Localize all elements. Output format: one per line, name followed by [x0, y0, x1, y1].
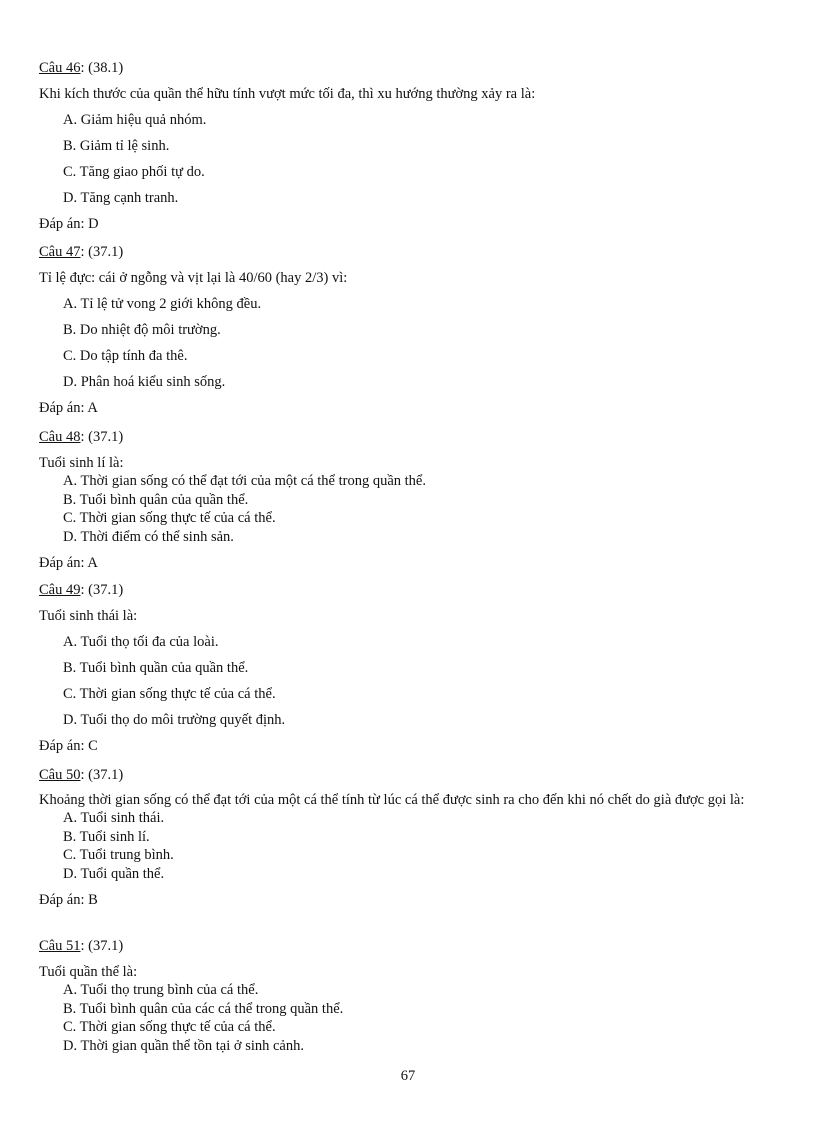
question-ref: : (37.1) [80, 767, 124, 783]
answer: Đáp án: C [39, 738, 98, 754]
question-header [39, 766, 781, 784]
question-ref: : (37.1) [80, 938, 124, 954]
question-number: Câu 47 [39, 244, 81, 260]
option-b: B. Tuổi bình quân của các cá thể trong quần thể. [63, 1000, 344, 1017]
answer: Đáp án: A [39, 400, 98, 416]
option-a: A. Giảm hiệu quả nhóm. [63, 112, 207, 128]
question-text: Tuổi quần thể là: [39, 964, 138, 980]
page-number: 67 [400, 1068, 416, 1084]
option-c: C. Tuổi trung bình. [63, 847, 174, 863]
question-header [39, 59, 781, 77]
question-46 [39, 59, 781, 233]
question-ref: : (37.1) [80, 582, 124, 598]
option-list [39, 111, 781, 207]
option-b: B. Tuổi sinh lí. [63, 828, 150, 845]
question-number: Câu 50 [39, 767, 81, 783]
option-a: A. Tuổi sinh thái. [63, 810, 165, 826]
option-d: D. Thời gian quần thể tồn tại ở sinh cảnh. [63, 1037, 304, 1054]
option-list [39, 981, 781, 1055]
option-c: C. Thời gian sống thực tế của cá thể. [63, 686, 276, 702]
question-48 [39, 428, 781, 572]
question-header [39, 581, 781, 599]
answer: Đáp án: B [39, 892, 98, 908]
option-d: D. Thời điểm có thể sinh sản. [63, 528, 234, 545]
question-ref: : (37.1) [80, 429, 124, 445]
question-47 [39, 243, 781, 417]
question-ref: : (38.1) [80, 60, 124, 76]
option-list [39, 809, 781, 883]
option-b: B. Giảm tỉ lệ sinh. [63, 138, 170, 154]
question-number: Câu 46 [39, 60, 81, 76]
option-d: D. Tuổi quần thể. [63, 865, 165, 882]
answer: Đáp án: D [39, 216, 99, 232]
option-list [39, 295, 781, 391]
option-d: D. Tuổi thọ do môi trường quyết định. [63, 712, 286, 728]
option-b: B. Tuổi bình quần của quần thể. [63, 660, 249, 676]
question-text: Tỉ lệ đực: cái ở ngỗng và vịt lại là 40/60 (hay 2/3) vì: [39, 270, 348, 286]
option-d: D. Tăng cạnh tranh. [63, 190, 179, 206]
option-b: B. Do nhiệt độ môi trường. [63, 322, 221, 338]
question-text: Tuổi sinh thái là: [39, 608, 138, 624]
option-a: A. Tỉ lệ tử vong 2 giới không đều. [63, 296, 262, 312]
option-list [39, 633, 781, 729]
question-50 [39, 766, 781, 909]
option-a: A. Tuổi thọ trung bình của cá thể. [63, 982, 259, 998]
question-text: Tuổi sinh lí là: [39, 455, 124, 471]
option-b: B. Tuổi bình quân của quần thể. [63, 491, 249, 508]
option-list [39, 472, 781, 546]
answer: Đáp án: A [39, 555, 98, 571]
question-number: Câu 48 [39, 429, 81, 445]
question-number: Câu 51 [39, 938, 81, 954]
question-49 [39, 581, 781, 755]
option-c: C. Do tập tính đa thê. [63, 348, 188, 364]
option-c: C. Thời gian sống thực tế của cá thể. [63, 510, 276, 526]
option-a: A. Thời gian sống có thể đạt tới của một cá thể trong quần thể. [63, 473, 426, 489]
option-a: A. Tuổi thọ tối đa của loài. [63, 634, 219, 650]
option-d: D. Phân hoá kiểu sinh sống. [63, 374, 226, 390]
question-text: Khoảng thời gian sống có thể đạt tới của một cá thể tính từ lúc cá thể được sinh ra cho đến khi nó chết do già được gọi là: [39, 792, 745, 808]
option-c: C. Thời gian sống thực tế của cá thể. [63, 1019, 276, 1035]
option-c: C. Tăng giao phối tự do. [63, 164, 205, 180]
question-header [39, 243, 781, 261]
question-51 [39, 937, 781, 1055]
question-header [39, 428, 781, 446]
question-header [39, 937, 781, 955]
question-ref: : (37.1) [80, 244, 124, 260]
question-number: Câu 49 [39, 582, 81, 598]
question-text: Khi kích thước của quần thể hữu tính vượt mức tối đa, thì xu hướng thường xảy ra là: [39, 86, 536, 102]
